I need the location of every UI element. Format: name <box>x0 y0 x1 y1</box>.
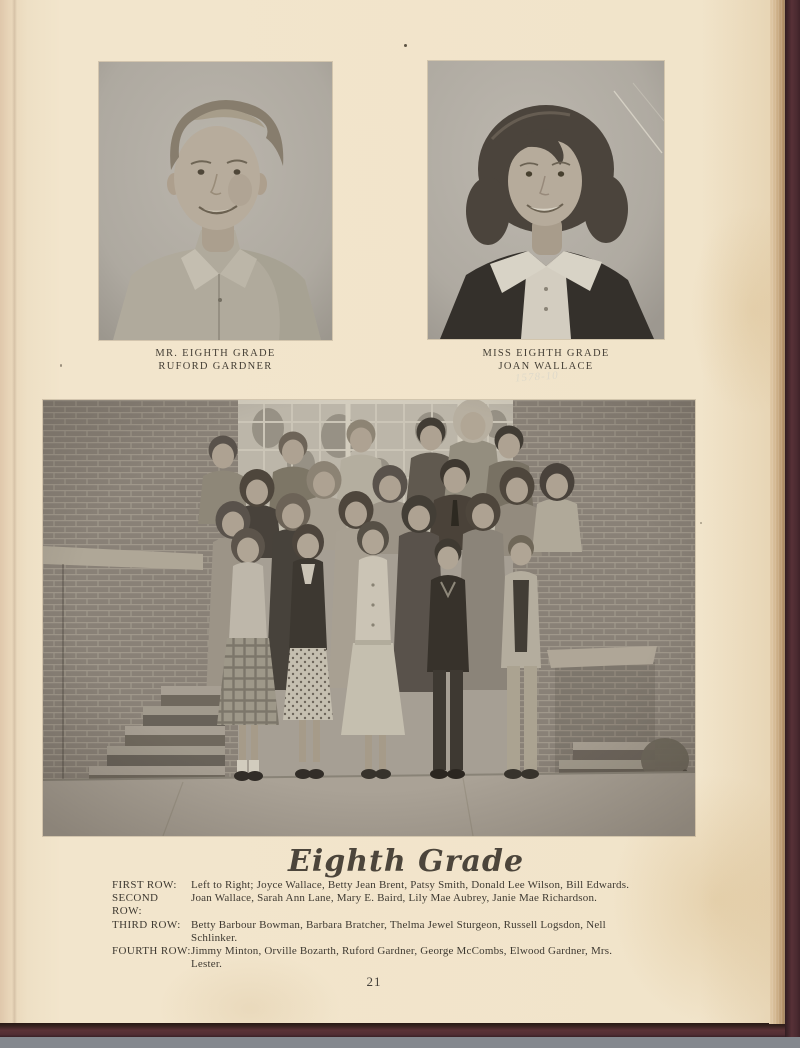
paper-speck <box>60 364 62 367</box>
boy-portrait-illustration <box>99 62 332 340</box>
row-names: Left to Right; Joyce Wallace, Betty Jean Brent, Patsy Smith, Donald Lee Wilson, Bill Edwards. <box>191 879 630 891</box>
group-photo-illustration <box>43 400 695 836</box>
row-names: Joan Wallace, Sarah Ann Lane, Mary E. Baird, Lily Mae Aubrey, Janie Mae Richardson. <box>191 892 598 905</box>
caption-name: JOAN WALLACE <box>498 360 594 372</box>
row-label: FOURTH ROW: <box>112 945 191 958</box>
row-label: THIRD ROW: <box>112 918 181 931</box>
row-label: FIRST ROW: <box>112 879 177 891</box>
page-title: Eighth Grade <box>287 844 525 879</box>
caption-left-portrait <box>99 348 332 373</box>
row-names: Betty Barbour Bowman, Barbara Bratcher, Thelma Jewel Sturgeon, Russell Logsdon, Nell Schlinker. <box>191 918 606 944</box>
book-cover-right-edge <box>785 0 800 1037</box>
caption-title: MR. EIGHTH GRADE <box>155 348 276 359</box>
row-names: Jimmy Minton, Orville Bozarth, Ruford Gardner, George McCombs, Elwood Gardner, Mrs. Lester. <box>191 945 613 971</box>
portrait-photo-miss-eighth-grade <box>428 61 664 339</box>
name-row-second <box>112 892 652 918</box>
photo-id-label: 1578-10 <box>514 369 560 385</box>
name-row-first <box>112 879 652 892</box>
photo-vignette <box>43 400 695 836</box>
portrait-photo-mr-eighth-grade <box>99 62 332 340</box>
caption-right-portrait <box>428 348 664 373</box>
name-list <box>112 879 652 971</box>
paper-speck <box>404 44 407 47</box>
row-label: SECOND ROW: <box>112 892 159 918</box>
girl-portrait-illustration <box>428 61 664 339</box>
name-row-third <box>112 919 652 945</box>
caption-name: RUFORD GARDNER <box>158 360 273 372</box>
paper-speck <box>700 522 702 524</box>
name-row-fourth <box>112 945 652 971</box>
book-cover-bottom-edge <box>0 1022 800 1037</box>
caption-title: MISS EIGHTH GRADE <box>482 348 610 359</box>
page-stack-edge <box>769 0 785 1024</box>
class-group-photo <box>43 400 695 836</box>
page-number: 21 <box>366 974 382 989</box>
